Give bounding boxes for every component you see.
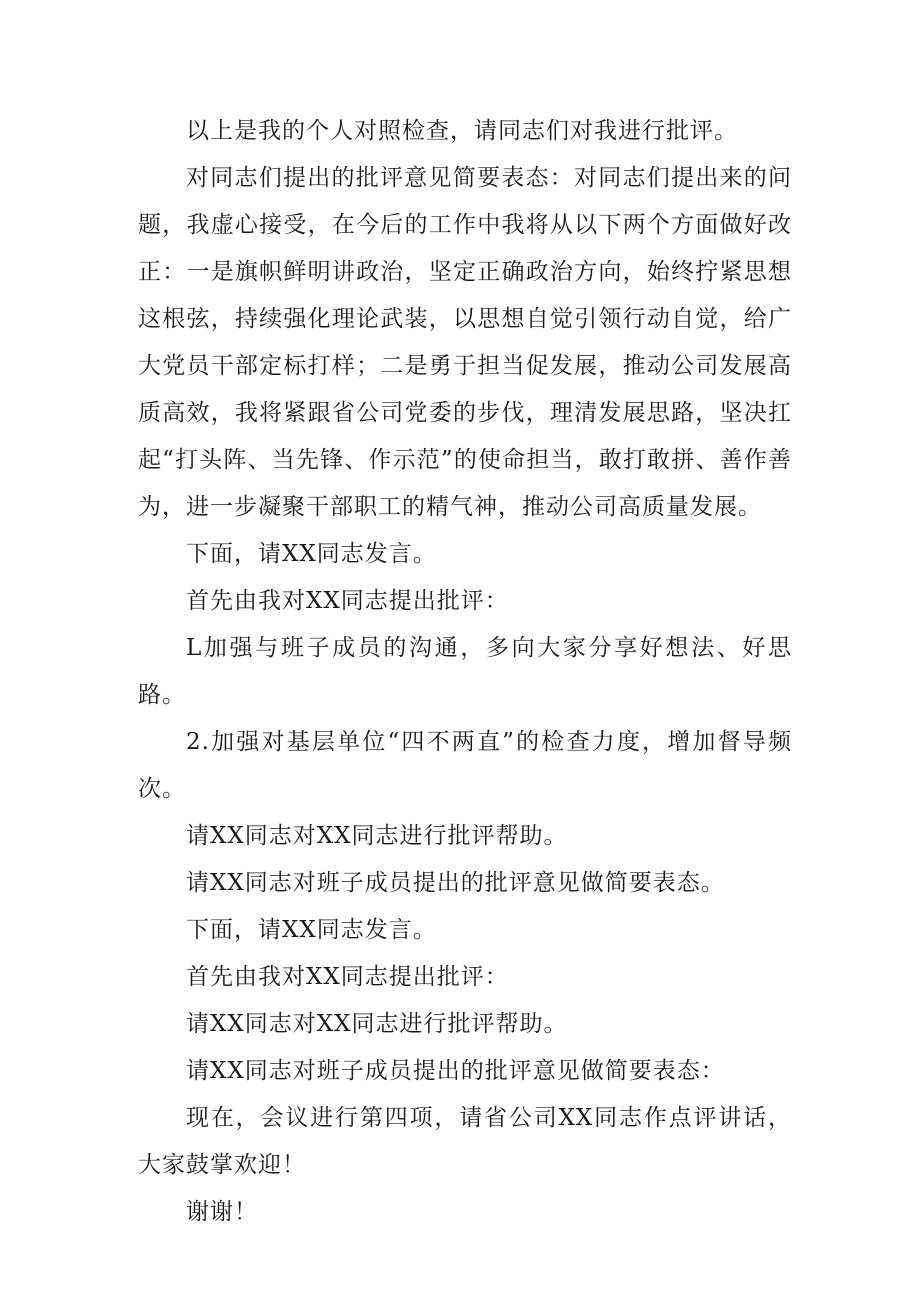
paragraph: 以上是我的个人对照检查，请同志们对我进行批评。 <box>186 118 738 144</box>
paragraph: 请XX同志对班子成员提出的批评意见做简要表态： <box>186 1058 725 1084</box>
paragraph: 请XX同志对XX同志进行批评帮助。 <box>186 1011 568 1037</box>
paragraph: 现在，会议进行第四项，请省公司XX同志作点评讲话，大家鼓掌欢迎！ <box>138 1105 792 1178</box>
paragraph: 对同志们提出的批评意见简要表态：对同志们提出来的问题，我虚心接受，在今后的工作中我将从以下两个方面做好改正：一是旗帜鲜明讲政治，坚定正确政治方向，始终拧紧思想这根弦，持续强化理论武装，以思想自觉引领行动自觉，给广大党员干部定标打样；二是勇于担当促发展，推动公司发展高质高效，我将紧跟省公司党委的步伐，理清发展思路，坚决扛起“打头阵、当先锋、作示范”的使命担当，敢打敢拼、善作善为，进一步凝聚干部职工的精气神，推动公司高质量发展。 <box>138 165 792 520</box>
paragraph: 下面，请XX同志发言。 <box>186 917 437 943</box>
paragraph: 首先由我对XX同志提出批评： <box>186 588 509 614</box>
paragraph: 首先由我对XX同志提出批评： <box>186 964 509 990</box>
paragraph: 请XX同志对XX同志进行批评帮助。 <box>186 823 568 849</box>
paragraph: 下面，请XX同志发言。 <box>186 541 437 567</box>
paragraph: 谢谢！ <box>186 1199 258 1225</box>
paragraph: 2.加强对基层单位“四不两直”的检查力度，增加督导频次。 <box>138 729 792 802</box>
paragraph: 请XX同志对班子成员提出的批评意见做简要表态。 <box>186 870 725 896</box>
document-body <box>138 108 792 1236</box>
paragraph: L加强与班子成员的沟通，多向大家分享好想法、好思路。 <box>138 635 792 708</box>
